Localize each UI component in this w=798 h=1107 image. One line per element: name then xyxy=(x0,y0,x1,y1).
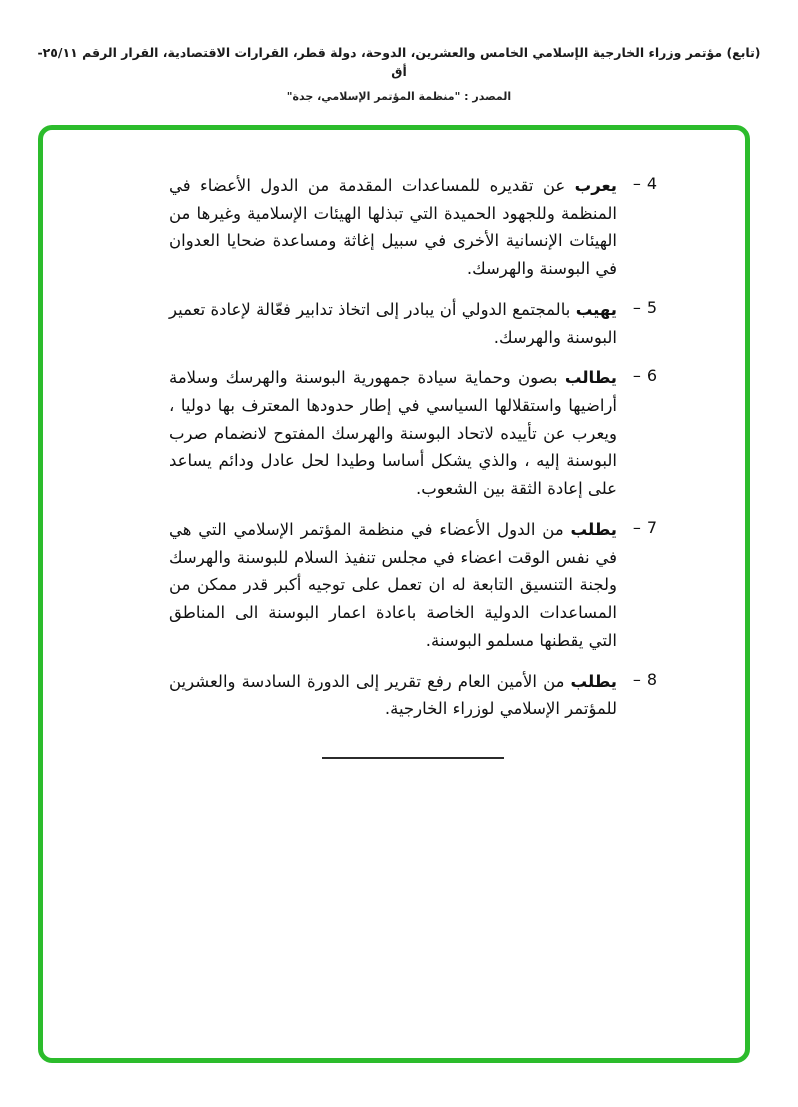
clause-marker xyxy=(617,516,657,537)
clause-dash: – xyxy=(632,517,641,537)
clause-number: 5 xyxy=(646,297,657,317)
header-title-line: (تابع) مؤتمر وزراء الخارجية الإسلامي الخامس والعشرين، الدوحة، دولة قطر، القرارات الاقتصادية، القرار الرقم ٢٥/١١-أق xyxy=(37,45,761,79)
document-header xyxy=(0,0,798,103)
header-source-line: المصدر : "منظمة المؤتمر الإسلامي، جدة" xyxy=(286,89,512,103)
clause-marker xyxy=(617,364,657,385)
clause-text xyxy=(169,172,617,283)
clause-marker xyxy=(617,296,657,317)
clause-rest-text: بصون وحماية سيادة جمهورية البوسنة والهرسك وسلامة أراضيها واستقلالها السياسي في إطار حدودها المعترف بها دوليا ، ويعرب عن تأييده لاتحاد البوسنة والهرسك المفتوح لانضمام صرب البوسنة إليه ، والذي يشكل أساسا وطيدا لحل عادل ودائم يساعد على إعادة الثقة بين الشعوب. xyxy=(169,368,617,499)
clause-number: 7 xyxy=(646,517,657,537)
clause-marker xyxy=(617,668,657,689)
clause-item-5 xyxy=(169,296,657,351)
separator-line xyxy=(322,757,504,759)
resolution-body xyxy=(43,130,745,759)
clause-number: 4 xyxy=(646,174,657,193)
clause-item-6 xyxy=(169,364,657,503)
clause-lead-word: يطلب xyxy=(570,671,618,691)
clause-lead-word: يطالب xyxy=(564,368,617,388)
clause-dash: – xyxy=(632,669,641,689)
clause-item-7 xyxy=(169,516,657,655)
clause-text xyxy=(169,668,617,723)
clause-number: 6 xyxy=(646,366,657,386)
clause-lead-word: يهيب xyxy=(575,299,617,319)
clause-dash: – xyxy=(632,366,641,386)
clause-rest-text: من الدول الأعضاء في منظمة المؤتمر الإسلامي التي هي في نفس الوقت اعضاء في مجلس تنفيذ السلام للبوسنة والهرسك ولجنة التنسيق التابعة له ان تعمل على توجيه أكبر قدر ممكن من المساعدات الدولية الخاصة باعادة اعمار البوسنة الى المناطق التي يقطنها مسلمو البوسنة. xyxy=(169,519,617,650)
clause-lead-word: يطلب xyxy=(570,519,617,539)
clause-dash: – xyxy=(632,174,641,193)
clause-text xyxy=(169,364,617,503)
clause-rest-text: من الأمين العام رفع تقرير إلى الدورة السادسة والعشرين للمؤتمر الإسلامي لوزراء الخارجية. xyxy=(169,671,617,719)
clause-text xyxy=(169,516,617,655)
clause-lead-word: يعرب xyxy=(574,176,617,195)
clause-rest-text: بالمجتمع الدولي أن يبادر إلى اتخاذ تدابير فعّالة لإعادة تعمير البوسنة والهرسك. xyxy=(169,299,617,347)
clause-rest-text: عن تقديره للمساعدات المقدمة من الدول الأعضاء في المنظمة وللجهود الحميدة التي تبذلها الهيئات الإسلامية وغيرها من الهيئات الإنسانية الأخرى في سبيل إغاثة ومساعدة ضحايا العدوان في البوسنة والهرسك. xyxy=(169,176,617,279)
clause-dash: – xyxy=(632,297,641,317)
clause-text xyxy=(169,296,617,351)
page-frame xyxy=(38,125,750,1063)
clause-item-4 xyxy=(169,172,657,283)
clause-number: 8 xyxy=(646,669,657,689)
clause-item-8 xyxy=(169,668,657,723)
clause-marker xyxy=(617,172,657,193)
